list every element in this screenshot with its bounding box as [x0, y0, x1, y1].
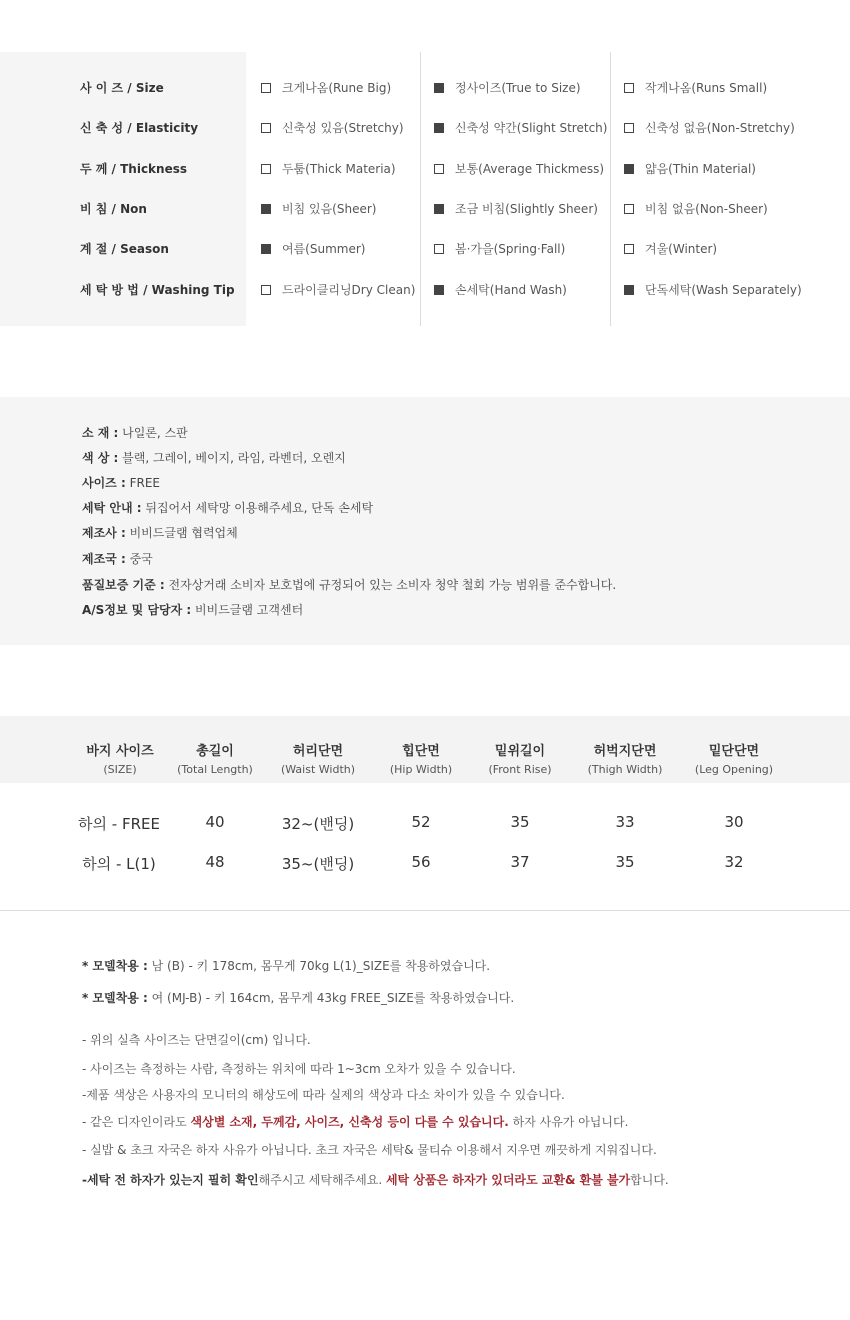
unchecked-box-icon: [261, 123, 271, 133]
attribute-option-label: 조금 비침(Slightly Sheer): [455, 202, 598, 216]
size-table-cell: 35~(밴딩): [281, 855, 355, 873]
attribute-option-label: 얇음(Thin Material): [645, 162, 756, 176]
info-line: [82, 449, 346, 466]
attribute-label: 계 절 / Season: [80, 242, 169, 256]
info-label: 품질보증 기준 :: [82, 578, 165, 592]
note-tolerance: - 사이즈는 측정하는 사람, 측정하는 위치에 따라 1~3cm 오차가 있을 수 있습니다.: [82, 1062, 516, 1076]
attribute-option: [434, 79, 581, 96]
unchecked-box-icon: [261, 83, 271, 93]
attribute-option-label: 정사이즈(True to Size): [455, 81, 581, 95]
attribute-option: [434, 119, 607, 136]
unchecked-box-icon: [434, 164, 444, 174]
size-header-cell: [695, 716, 773, 776]
attribute-option-label: 신축성 약간(Slight Stretch): [455, 121, 608, 135]
attribute-option: [624, 79, 767, 96]
attribute-option-label: 신축성 없음(Non-Stretchy): [645, 121, 795, 135]
attribute-label: 세 탁 방 법 / Washing Tip: [80, 283, 235, 297]
attribute-option: [434, 160, 604, 177]
attribute-option-label: 단독세탁(Wash Separately): [645, 283, 802, 297]
size-header-ko: 바지 사이즈: [86, 744, 154, 759]
size-header-cell: [281, 716, 355, 776]
info-line: [82, 576, 616, 593]
info-value: 비비드글램 협력업체: [125, 526, 238, 540]
size-table-cell: 하의 - L(1): [82, 855, 156, 873]
column-divider: [420, 52, 421, 326]
attribute-option: [624, 281, 802, 298]
info-label: 제조사 :: [82, 526, 126, 540]
size-header-en: (Thigh Width): [587, 763, 663, 776]
unchecked-box-icon: [261, 285, 271, 295]
unchecked-box-icon: [434, 244, 444, 254]
info-value: 뒤집어서 세탁망 이용해주세요, 단독 손세탁: [141, 501, 374, 515]
info-line: [82, 524, 238, 541]
attribute-option: [624, 200, 768, 217]
attribute-option: [261, 281, 415, 298]
info-line: [82, 601, 303, 618]
attribute-label: 비 침 / Non: [80, 202, 147, 216]
note-color: -제품 색상은 사용자의 모니터의 해상도에 따라 실제의 색상과 다소 차이가 있을 수 있습니다.: [82, 1088, 565, 1102]
info-value: FREE: [125, 476, 160, 490]
size-header-ko: 힙단면: [402, 744, 440, 759]
size-table-cell: 56: [411, 853, 431, 871]
attribute-option: [261, 79, 391, 96]
attribute-option: [261, 200, 376, 217]
info-value: 나일론, 스판: [118, 426, 188, 440]
size-header-ko: 밑위길이: [494, 744, 546, 759]
attribute-label: 사 이 즈 / Size: [80, 81, 164, 95]
attribute-option-label: 작게나옴(Runs Small): [645, 81, 768, 95]
attribute-option-label: 비침 없음(Non-Sheer): [645, 202, 768, 216]
attribute-option-label: 겨울(Winter): [645, 242, 718, 256]
checked-box-icon: [434, 83, 444, 93]
size-header-cell: [488, 716, 551, 776]
attribute-option-label: 드라이클리닝Dry Clean): [282, 283, 416, 297]
model-note-female: * 모델착용 : 여 (MJ-B) - 키 164cm, 몸무게 43kg FREE_SIZE를 착용하였습니다.: [82, 991, 515, 1005]
size-header-ko: 허리단면: [292, 744, 344, 759]
size-header-cell: [588, 716, 663, 776]
info-label: 세탁 안내 :: [82, 501, 142, 515]
attribute-option-label: 비침 있음(Sheer): [282, 202, 377, 216]
size-table-cell: 32~(밴딩): [281, 815, 355, 833]
unchecked-box-icon: [624, 123, 634, 133]
info-line: [82, 550, 153, 567]
column-divider: [610, 52, 611, 326]
info-line: [82, 499, 373, 516]
info-label: 사이즈 :: [82, 476, 126, 490]
attribute-label: 신 축 성 / Elasticity: [80, 121, 199, 135]
attribute-option-label: 신축성 있음(Stretchy): [282, 121, 404, 135]
size-table-cell: 52: [411, 813, 431, 831]
size-table-cell: 37: [510, 853, 530, 871]
attribute-option-label: 여름(Summer): [282, 242, 366, 256]
attribute-option: [624, 240, 717, 257]
size-header-cell: [390, 716, 452, 776]
size-header-en: (Front Rise): [488, 763, 552, 776]
checked-box-icon: [261, 204, 271, 214]
size-header-ko: 총길이: [196, 744, 234, 759]
checked-box-icon: [261, 244, 271, 254]
product-attribute-grid: [0, 52, 850, 326]
size-table-cell: 48: [205, 853, 225, 871]
attribute-option: [434, 200, 598, 217]
size-header-ko: 허벅지단면: [593, 744, 657, 759]
attribute-option-label: 보통(Average Thickmess): [455, 162, 605, 176]
attribute-option: [434, 240, 565, 257]
note-chalk: - 실밥 & 초크 자국은 하자 사유가 아닙니다. 초크 자국은 세탁& 물티슈 이용해서 지우면 깨끗하게 지워집니다.: [82, 1143, 657, 1157]
attribute-option-label: 크게나옴(Rune Big): [282, 81, 392, 95]
info-value: 비비드글램 고객센터: [191, 603, 304, 617]
attribute-label: 두 께 / Thickness: [80, 162, 188, 176]
info-value: 전자상거래 소비자 보호법에 규정되어 있는 소비자 청약 철회 가능 범위를 준수합니다.: [164, 578, 617, 592]
checked-box-icon: [434, 123, 444, 133]
unchecked-box-icon: [624, 83, 634, 93]
size-table-divider: [0, 910, 850, 911]
size-header-en: (SIZE): [103, 763, 137, 776]
attribute-option: [261, 240, 365, 257]
size-table-cell: 32: [724, 853, 744, 871]
size-table: [0, 716, 850, 912]
checked-box-icon: [624, 285, 634, 295]
info-value: 중국: [125, 552, 153, 566]
size-table-cell: 35: [510, 813, 530, 831]
attribute-option: [624, 160, 756, 177]
size-header-en: (Total Length): [177, 763, 253, 776]
checked-box-icon: [624, 164, 634, 174]
attribute-option: [261, 160, 396, 177]
attribute-option: [434, 281, 567, 298]
size-table-cell: 33: [615, 813, 635, 831]
unchecked-box-icon: [261, 164, 271, 174]
attribute-option: [624, 119, 795, 136]
unchecked-box-icon: [624, 244, 634, 254]
size-table-cell: 40: [205, 813, 225, 831]
info-label: A/S정보 및 담당자 :: [82, 603, 192, 617]
size-header-cell: [86, 716, 153, 776]
note-design: - 같은 디자인이라도 색상별 소재, 두께감, 사이즈, 신축성 등이 다를 수 있습니다. 하자 사유가 아닙니다.: [82, 1115, 629, 1129]
info-label: 소 재 :: [82, 426, 119, 440]
info-line: [82, 474, 160, 491]
size-header-ko: 밑단단면: [708, 744, 760, 759]
attribute-option: [261, 119, 404, 136]
attribute-option-label: 두툼(Thick Materia): [282, 162, 396, 176]
info-label: 색 상 :: [82, 451, 119, 465]
attribute-option-label: 손세탁(Hand Wash): [455, 283, 567, 297]
note-measurement: - 위의 실측 사이즈는 단면길이(cm) 입니다.: [82, 1033, 311, 1047]
info-label: 제조국 :: [82, 552, 126, 566]
size-header-en: (Hip Width): [389, 763, 453, 776]
note-wash-policy: -세탁 전 하자가 있는지 필히 확인해주시고 세탁해주세요. 세탁 상품은 하자가 있더라도 교환& 환불 불가합니다.: [82, 1173, 669, 1187]
info-line: [82, 424, 188, 441]
size-header-en: (Waist Width): [280, 763, 356, 776]
checked-box-icon: [434, 285, 444, 295]
unchecked-box-icon: [624, 204, 634, 214]
model-note-male: * 모델착용 : 남 (B) - 키 178cm, 몸무게 70kg L(1)_SIZE를 착용하였습니다.: [82, 959, 491, 973]
info-value: 블랙, 그레이, 베이지, 라임, 라벤더, 오렌지: [118, 451, 346, 465]
size-table-cell: 하의 - FREE: [78, 815, 160, 833]
size-table-cell: 35: [615, 853, 635, 871]
product-info-panel: [0, 397, 850, 645]
size-header-en: (Leg Opening): [694, 763, 774, 776]
checked-box-icon: [434, 204, 444, 214]
size-table-cell: 30: [724, 813, 744, 831]
attribute-option-label: 봄·가을(Spring·Fall): [455, 242, 566, 256]
size-header-cell: [177, 716, 253, 776]
